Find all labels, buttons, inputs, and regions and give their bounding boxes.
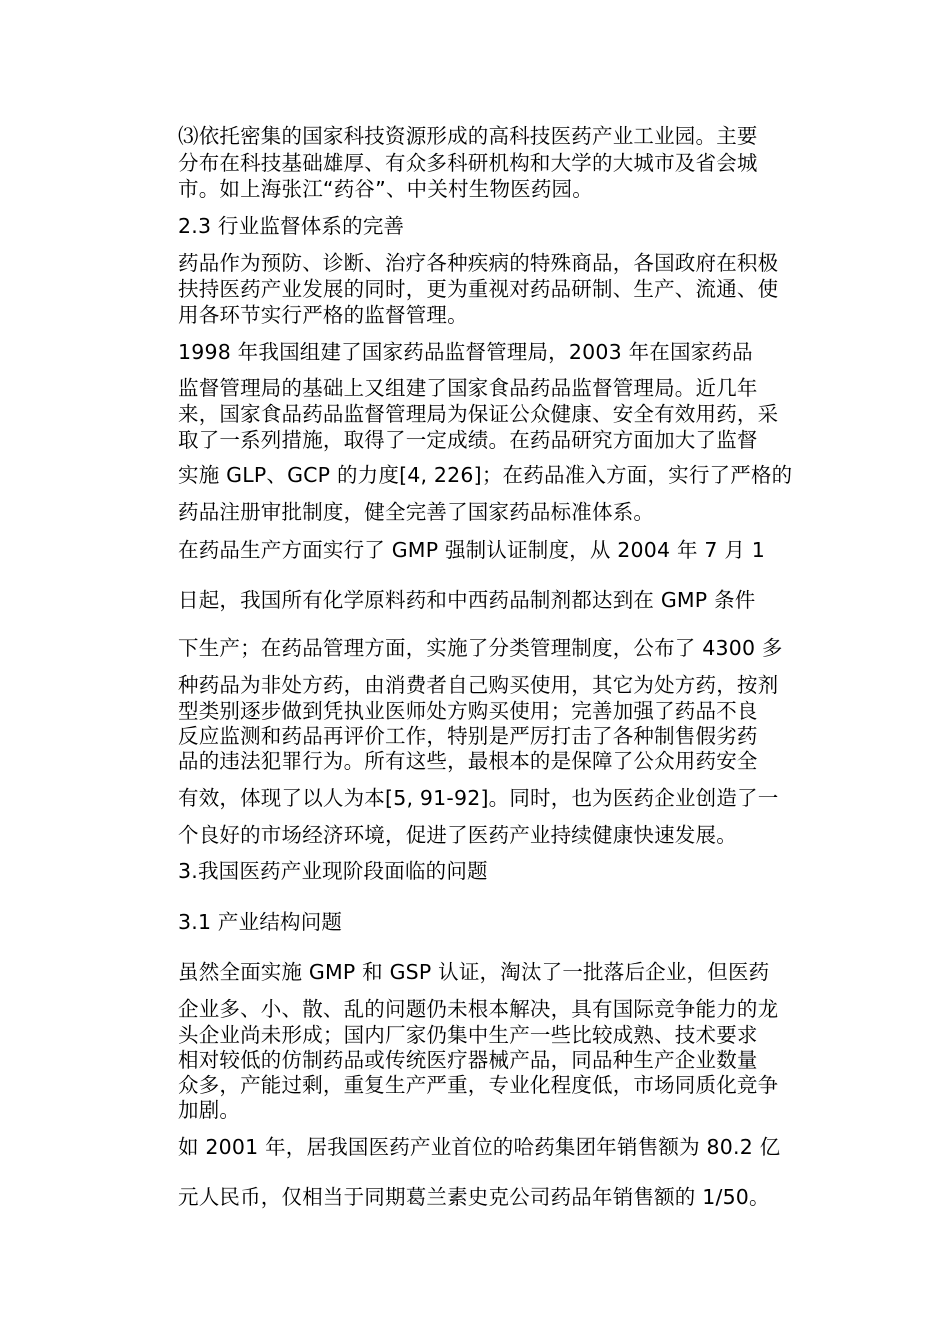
text-line: 品的违法犯罪行为。所有这些，最根本的是保障了公众用药安全 xyxy=(178,749,758,773)
section-heading: 2.3 行业监督体系的完善 xyxy=(178,214,405,238)
text-line: 取了一系列措施，取得了一定成绩。在药品研究方面加大了监督 xyxy=(178,428,758,452)
text-line: 种药品为非处方药，由消费者自己购买使用，其它为处方药，按剂 xyxy=(178,673,779,697)
text-line: 来，国家食品药品监督管理局为保证公众健康、安全有效用药，采 xyxy=(178,402,779,426)
text-line: 在药品生产方面实行了 GMP 强制认证制度，从 2004 年 7 月 1 xyxy=(178,538,766,562)
text-line: 药品作为预防、诊断、治疗各种疾病的特殊商品，各国政府在积极 xyxy=(178,251,779,275)
text-line: 企业多、小、散、乱的问题仍未根本解决，具有国际竞争能力的龙 xyxy=(178,997,779,1021)
text-line: 元人民币，仅相当于同期葛兰素史克公司药品年销售额的 1/50。 xyxy=(178,1185,770,1209)
text-line: 反应监测和药品再评价工作，特别是严厉打击了各种制售假劣药 xyxy=(178,724,758,748)
text-line: 型类别逐步做到凭执业医师处方购买使用；完善加强了药品不良 xyxy=(178,699,758,723)
text-line: 监督管理局的基础上又组建了国家食品药品监督管理局。近几年 xyxy=(178,376,758,400)
text-line: ⑶依托密集的国家科技资源形成的高科技医药产业工业园。主要 xyxy=(178,124,758,148)
text-line: 分布在科技基础雄厚、有众多科研机构和大学的大城市及省会城 xyxy=(178,151,758,175)
text-line: 实施 GLP、GCP 的力度[4, 226]；在药品准入方面，实行了严格的 xyxy=(178,463,793,487)
text-line: 1998 年我国组建了国家药品监督管理局，2003 年在国家药品 xyxy=(178,340,753,364)
text-line: 众多，产能过剩，重复生产严重，专业化程度低，市场同质化竞争 xyxy=(178,1073,779,1097)
text-line: 扶持医药产业发展的同时，更为重视对药品研制、生产、流通、使 xyxy=(178,277,779,301)
text-line: 相对较低的仿制药品或传统医疗器械产品，同品种生产企业数量 xyxy=(178,1048,758,1072)
section-heading: 3.我国医药产业现阶段面临的问题 xyxy=(178,859,488,883)
section-heading: 3.1 产业结构问题 xyxy=(178,910,343,934)
text-line: 有效，体现了以人为本[5, 91-92]。同时，也为医药企业创造了一 xyxy=(178,786,779,810)
text-line: 头企业尚未形成；国内厂家仍集中生产一些比较成熟、技术要求 xyxy=(178,1023,758,1047)
text-line: 下生产；在药品管理方面，实施了分类管理制度，公布了 4300 多 xyxy=(178,636,783,660)
text-line: 日起，我国所有化学原料药和中西药品制剂都达到在 GMP 条件 xyxy=(178,588,756,612)
text-line: 如 2001 年，居我国医药产业首位的哈药集团年销售额为 80.2 亿 xyxy=(178,1135,781,1159)
text-line: 用各环节实行严格的监督管理。 xyxy=(178,303,468,327)
text-line: 加剧。 xyxy=(178,1098,241,1122)
text-line: 个良好的市场经济环境，促进了医药产业持续健康快速发展。 xyxy=(178,823,737,847)
text-line: 药品注册审批制度，健全完善了国家药品标准体系。 xyxy=(178,500,655,524)
text-line: 市。如上海张江“药谷”、中关村生物医药园。 xyxy=(178,177,593,201)
text-line: 虽然全面实施 GMP 和 GSP 认证，淘汰了一批落后企业，但医药 xyxy=(178,960,770,984)
